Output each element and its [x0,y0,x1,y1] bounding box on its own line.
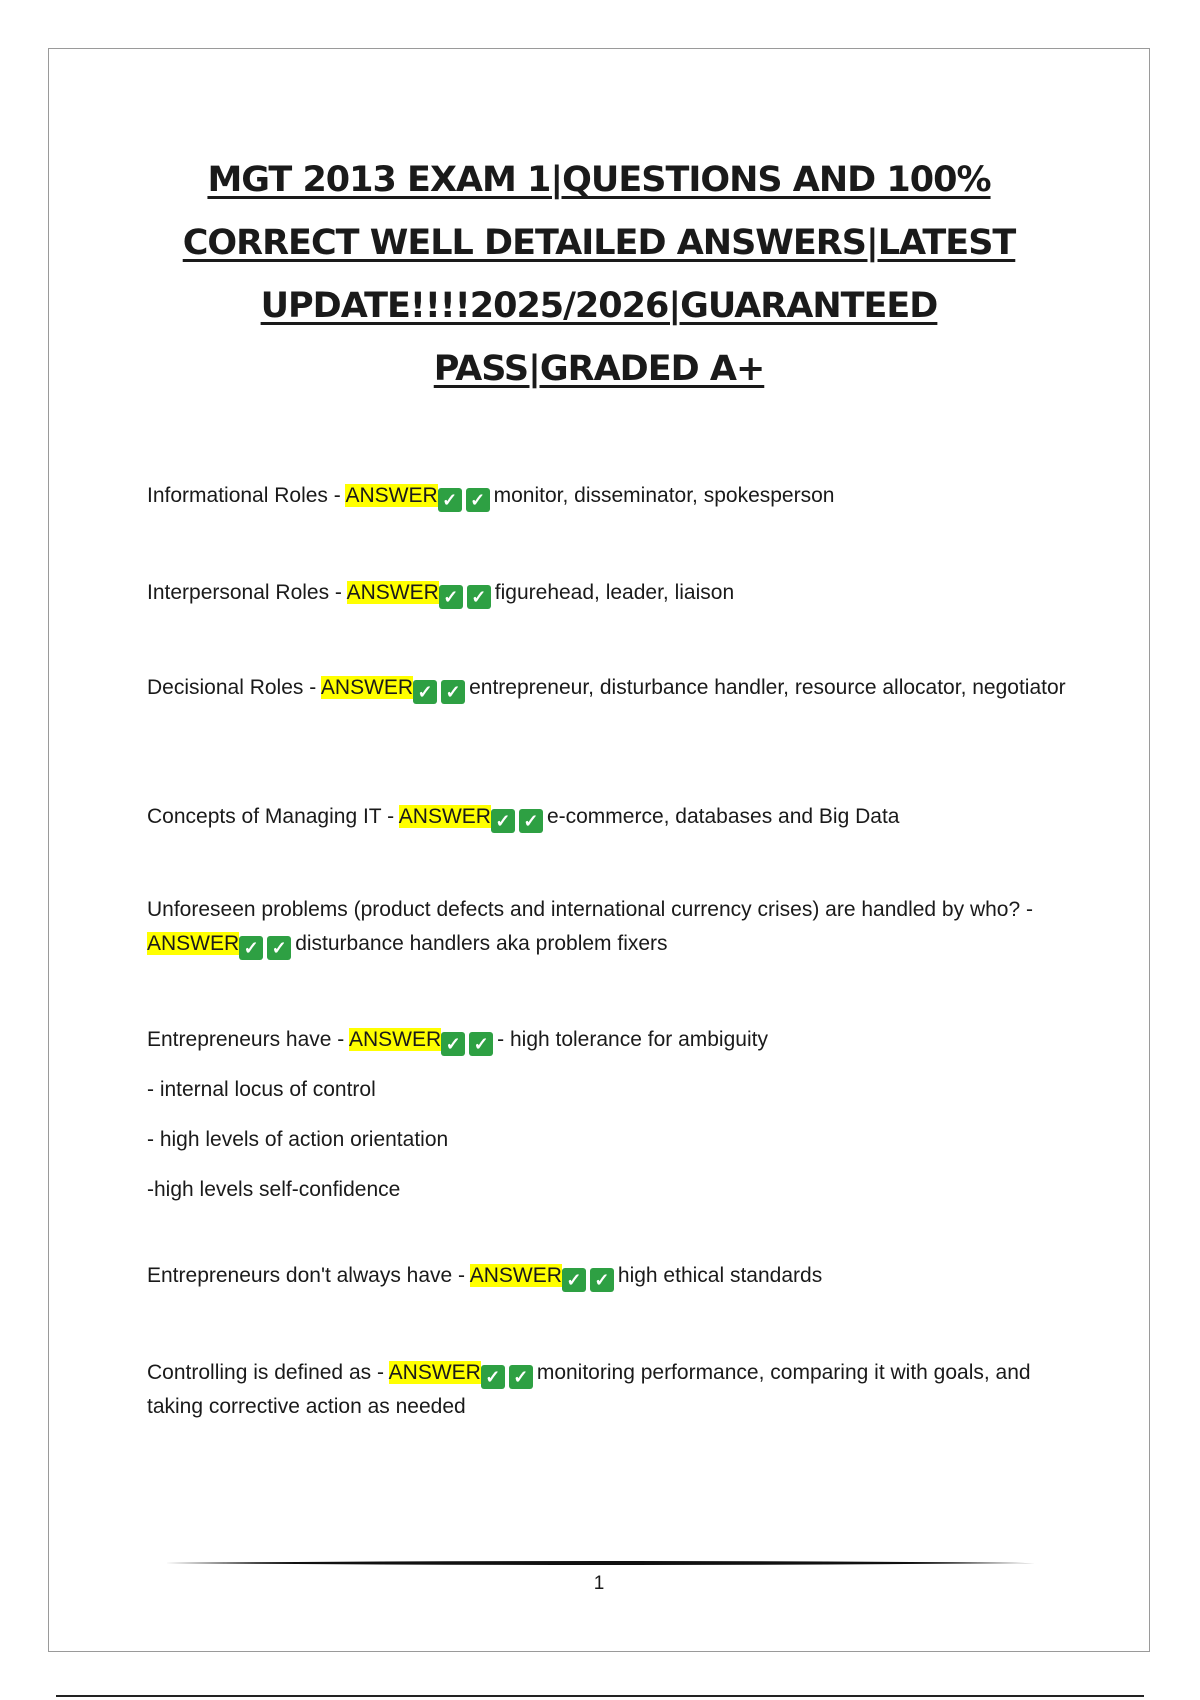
question-text: Decisional Roles - [147,676,321,699]
qa-item [147,479,1087,513]
checkmark-icon: ✓ [481,1365,505,1389]
answer-tag: ANSWER [320,676,414,699]
checkmark-icon: ✓ [469,1032,493,1056]
answer-text: monitor, disseminator, spokesperson [493,484,835,507]
footer-divider [165,1560,1035,1566]
checkmark-icon: ✓ [441,680,465,704]
answer-text: entrepreneur, disturbance handler, resource allocator, negotiator [469,676,1066,699]
question-text: Entrepreneurs don't always have - [147,1264,470,1287]
document-page [48,48,1150,1652]
title-line: CORRECT WELL DETAILED ANSWERS|LATEST [182,223,1016,263]
question-text: Entrepreneurs have - [147,1028,349,1051]
checkmark-icon: ✓ [467,585,491,609]
question-text: Interpersonal Roles - [147,581,347,604]
checkmark-icon: ✓ [519,809,543,833]
answer-tag: ANSWER [388,1361,481,1384]
answer-tag: ANSWER [348,1028,442,1051]
answer-list-item: - internal locus of control [147,1078,376,1101]
answer-text: - high tolerance for ambiguity [497,1028,768,1051]
checkmark-icon: ✓ [267,936,291,960]
answer-tag: ANSWER [345,484,438,507]
question-text: Informational Roles - [147,484,346,507]
checkmark-icon: ✓ [413,680,437,704]
question-text: Unforeseen problems (product defects and international currency crises) are handled by who? - [147,898,1033,921]
checkmark-icon: ✓ [590,1268,614,1292]
checkmark-icon: ✓ [439,585,463,609]
answer-text: monitoring performance, comparing it with goals, and taking corrective action as needed [147,1361,1031,1418]
answer-tag: ANSWER [398,805,491,828]
answer-text: e-commerce, databases and Big Data [546,805,900,828]
checkmark-icon: ✓ [491,809,515,833]
qa-item [147,1259,1087,1293]
checkmark-icon: ✓ [562,1268,586,1292]
title-line: PASS|GRADED A+ [433,349,765,389]
qa-item [147,800,1087,834]
qa-item [147,1023,1087,1207]
question-text: Concepts of Managing IT - [147,805,399,828]
checkmark-icon: ✓ [239,936,263,960]
qa-item [147,893,1087,961]
answer-text: figurehead, leader, liaison [494,581,735,604]
qa-item [147,576,1087,610]
answer-tag: ANSWER [346,581,439,604]
next-page-edge [56,1695,1144,1697]
checkmark-icon: ✓ [441,1032,465,1056]
answer-tag: ANSWER [469,1264,562,1287]
answer-text: high ethical standards [617,1264,823,1287]
qa-item [147,1356,1087,1424]
checkmark-icon: ✓ [509,1365,533,1389]
answer-text: disturbance handlers aka problem fixers [295,932,668,955]
title-line: UPDATE!!!!2025/2026|GUARANTEED [260,286,938,326]
answer-list-item: -high levels self-confidence [147,1178,401,1201]
checkmark-icon: ✓ [466,488,490,512]
answer-tag: ANSWER [147,932,240,955]
title-line: MGT 2013 EXAM 1|QUESTIONS AND 100% [207,160,991,200]
question-text: Controlling is defined as - [147,1361,389,1384]
checkmark-icon: ✓ [438,488,462,512]
answer-list-item: - high levels of action orientation [147,1128,449,1151]
page-number: 1 [593,1573,605,1594]
document-title [49,149,1149,401]
qa-item [147,671,1087,705]
